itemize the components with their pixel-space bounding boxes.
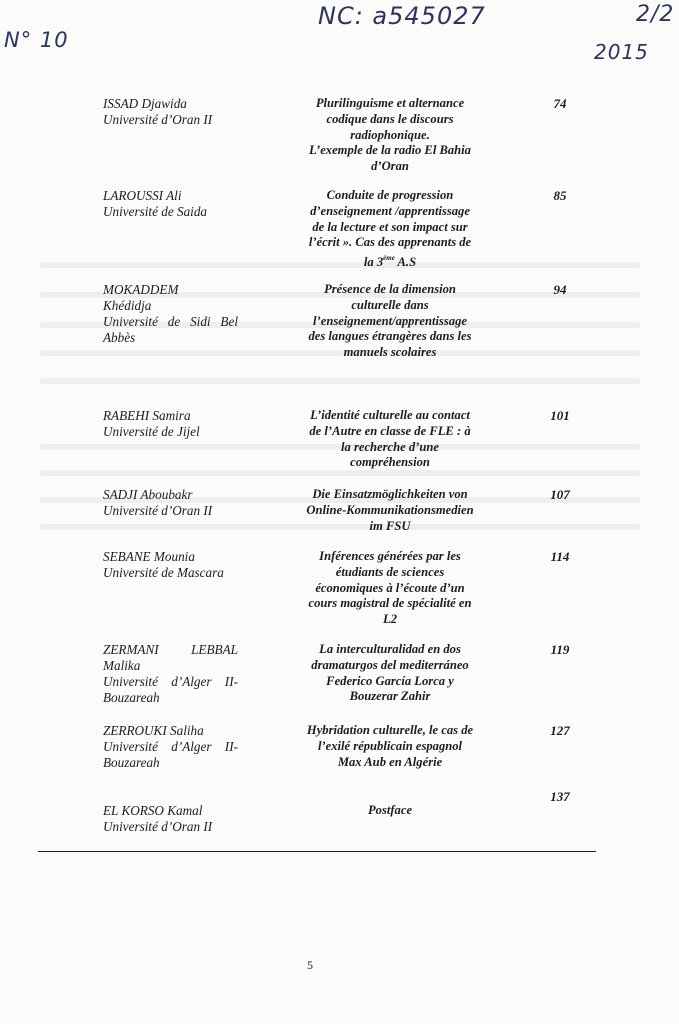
entry-page-number: 137: [550, 789, 570, 804]
entry-title: [292, 549, 488, 628]
author-affiliation: Université d’Oran II: [103, 819, 213, 834]
author-affiliation: Université d’Oran II: [103, 112, 213, 127]
title-line: radiophonique.: [350, 127, 430, 142]
title-line: d’Oran: [371, 159, 409, 174]
title-line: Max Aub en Algérie: [337, 754, 443, 769]
page-footer-number: 5: [307, 958, 313, 972]
entry-author: [103, 487, 238, 519]
author-affiliation: Université de Saida: [103, 204, 208, 219]
title-line: Inférences générées par les: [319, 549, 461, 563]
title-line: économiques à l’écoute d’un: [315, 580, 465, 595]
entry-title: [292, 642, 488, 705]
title-line: culturelle dans: [351, 297, 429, 312]
handwritten-fraction: 2/2: [636, 2, 675, 27]
handwritten-year: 2015: [594, 40, 649, 64]
title-line: Plurilinguisme et alternance: [315, 96, 465, 110]
author-name: RABEHI Samira: [103, 408, 191, 423]
author-name: LAROUSSI Ali: [103, 188, 182, 203]
entry-title: [292, 723, 488, 770]
title-line: l’écrit ». Cas des apprenants de: [308, 235, 472, 250]
entry-author: [103, 188, 238, 220]
title-line: de la lecture et son impact sur: [312, 219, 468, 234]
author-name: Khédidja: [103, 298, 152, 313]
author-affiliation: Université d’Oran II: [103, 503, 213, 518]
handwritten-reference: NC: a545027: [318, 2, 486, 30]
title-line: l’exilé républicain espagnol: [317, 738, 463, 753]
title-line: Conduite de progression: [326, 188, 454, 202]
title-line: Federico García Lorca y: [326, 673, 454, 688]
entry-page-number: 101: [550, 408, 570, 423]
title-line: L’exemple de la radio El Bahia: [309, 143, 471, 158]
title-line: L2: [383, 612, 397, 627]
entry-page-number: 94: [553, 282, 567, 297]
title-line: cours magistral de spécialité en: [308, 596, 472, 611]
entry-author: [103, 282, 238, 346]
entry-author: [103, 96, 238, 128]
entry-author: [103, 408, 238, 440]
title-line: manuels scolaires: [343, 345, 437, 360]
author-affiliation: Université d’Alger II-: [103, 674, 238, 689]
title-line: compréhension: [350, 455, 430, 470]
author-affiliation: Université de Jijel: [103, 424, 200, 439]
entry-page-number: 114: [550, 549, 570, 564]
title-line: Hybridation culturelle, le cas de: [306, 723, 474, 737]
author-affiliation: Université de Sidi Bel: [103, 314, 238, 329]
title-line: Présence de la dimension: [324, 282, 456, 296]
entry-author: [103, 549, 238, 581]
entry-author: [103, 723, 238, 771]
entry-author: [103, 803, 238, 835]
entry-page-number: 119: [550, 642, 570, 657]
title-line: la 3ème A.S: [363, 254, 417, 270]
title-line: d’enseignement /apprentissage: [310, 203, 470, 218]
author-name: ZERROUKI Saliha: [103, 723, 204, 738]
title-line: La interculturalidad en dos: [319, 642, 461, 656]
author-name: ZERMANI LEBBAL: [103, 642, 238, 657]
entry-author: [103, 642, 238, 706]
entry-title: [292, 96, 488, 175]
author-name: SADJI Aboubakr: [103, 487, 193, 502]
title-line: Postface: [367, 803, 413, 817]
title-line: de l’Autre en classe de FLE : à: [309, 423, 471, 438]
entry-title: [292, 188, 488, 271]
entry-title: [292, 408, 488, 471]
title-line: étudiants de sciences: [335, 564, 445, 579]
author-affiliation: Bouzareah: [103, 690, 160, 705]
author-name: ISSAD Djawida: [103, 96, 187, 111]
title-line: Die Einsatzmöglichkeiten von: [312, 487, 468, 501]
title-line: dramaturgos del mediterráneo: [311, 657, 469, 672]
entry-page-number: 74: [553, 96, 567, 111]
title-line: im FSU: [369, 518, 411, 533]
author-affiliation: Bouzareah: [103, 755, 160, 770]
title-line: L’identité culturelle au contact: [310, 408, 470, 422]
title-line: codique dans le discours: [326, 111, 454, 126]
entry-title: [292, 487, 488, 534]
title-line: des langues étrangères dans les: [308, 329, 472, 344]
entry-page-number: 85: [553, 188, 567, 203]
author-affiliation: Abbès: [103, 330, 136, 345]
title-line: Online-Kommunikationsmedien: [306, 502, 474, 517]
bottom-rule: [38, 851, 596, 852]
entry-page-number: 107: [550, 487, 570, 502]
author-name: Malika: [103, 658, 141, 673]
author-name: EL KORSO Kamal: [103, 803, 203, 818]
title-line: Bouzerar Zahir: [349, 689, 431, 704]
entry-title: [292, 282, 488, 361]
handwritten-number: N° 10: [4, 28, 69, 52]
author-name: MOKADDEM: [103, 282, 179, 297]
entry-title: [292, 803, 488, 819]
entry-page-number: 127: [550, 723, 570, 738]
author-affiliation: Université d’Alger II-: [103, 739, 238, 754]
title-line: l’enseignement/apprentissage: [313, 313, 467, 328]
author-name: SEBANE Mounia: [103, 549, 195, 564]
title-line: la recherche d’une: [341, 439, 439, 454]
author-affiliation: Université de Mascara: [103, 565, 224, 580]
